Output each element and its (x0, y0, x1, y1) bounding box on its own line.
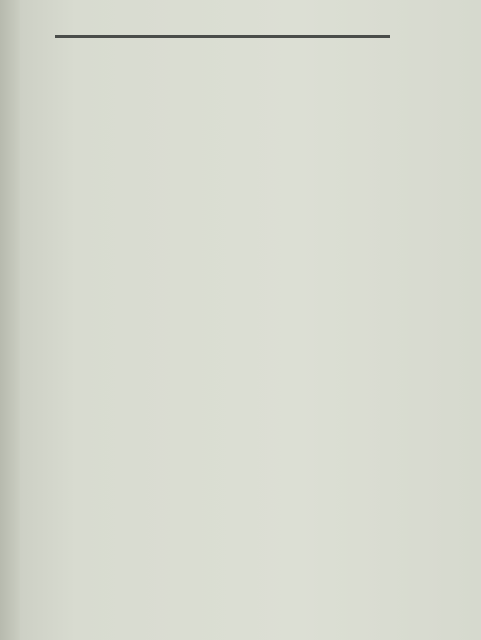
header-rule (55, 35, 390, 38)
book-page (20, 0, 481, 640)
book-gutter (0, 0, 20, 640)
